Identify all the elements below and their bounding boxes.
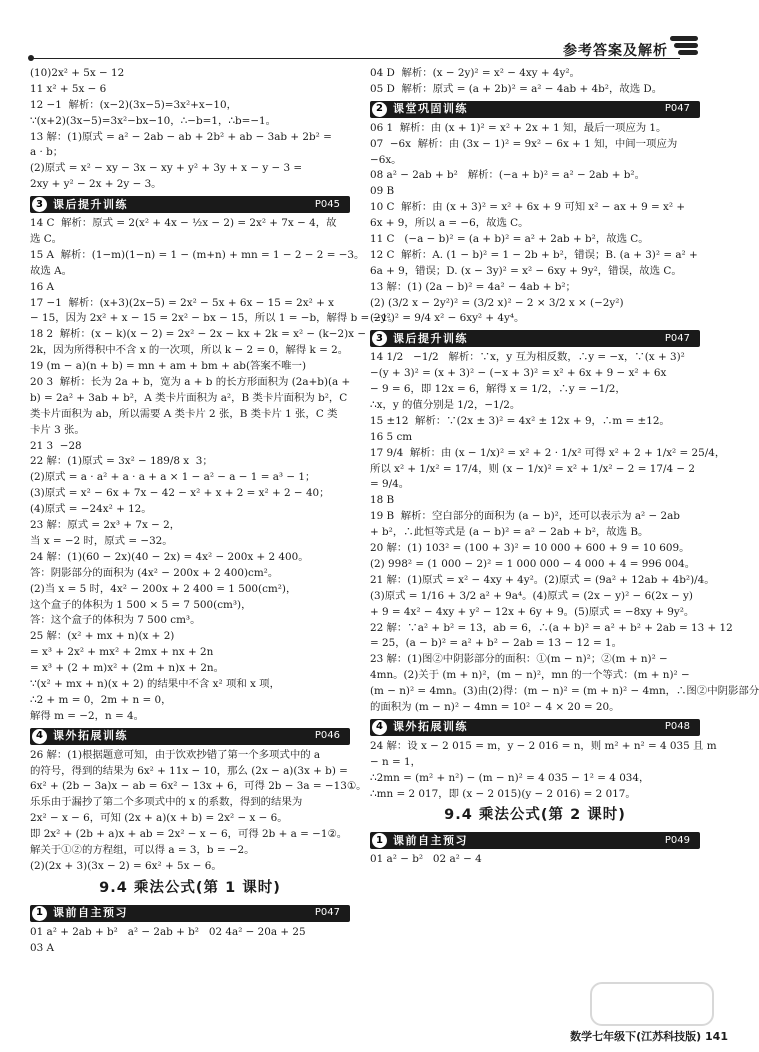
answer-line: 13 解：(1) (2a − b)² = 4a² − 4ab + b²； bbox=[370, 280, 576, 293]
footer-page-label: 数学七年级下(江苏科技版) 141 bbox=[570, 1030, 728, 1043]
answer-line: 15 ±12 解析：∵(2x ± 3)² = 4x² ± 12x + 9，∴m = ±12。 bbox=[370, 414, 670, 427]
answer-line: 23 解：(1)图②中阴影部分的面积：①(m − n)²；②(m + n)² − bbox=[370, 653, 668, 666]
answer-line: 09 B bbox=[370, 185, 395, 198]
answer-line: −6x。 bbox=[370, 153, 402, 166]
answer-line: ∴2 + m = 0，2m + n = 0， bbox=[30, 693, 172, 706]
answer-line: 07 −6x 解析：由 (3x − 1)² = 9x² − 6x + 1 知，中间一项应为 bbox=[370, 137, 678, 150]
section-bar bbox=[30, 905, 350, 922]
answer-line: (2) (3/2 x − 2y²)² = (3/2 x)² − 2 × 3/2 x × (−2y²) bbox=[370, 296, 624, 309]
answer-line: ∴2mn = (m² + n²) − (m − n)² = 4 035 − 1² = 4 034， bbox=[370, 771, 650, 784]
answer-line: 乐乐由于漏抄了第二个多项式中的 x 的系数，得到的结果为 bbox=[30, 796, 303, 809]
answer-line: (2y²)² = 9/4 x² − 6xy² + 4y⁴。 bbox=[370, 312, 525, 325]
section-bar bbox=[370, 832, 700, 849]
answer-line: 这个盒子的体积为 1 500 × 5 = 7 500(cm³)， bbox=[30, 598, 252, 611]
section-number-badge: 3 bbox=[32, 197, 47, 212]
answer-line: −(y + 3)² = (x + 3)² − (−x + 3)² = x² + 6x + 9 − x² + 6x bbox=[370, 367, 667, 380]
answer-line: − 9 = 6，即 12x = 6，解得 x = 1/2，∴y = −1/2， bbox=[370, 383, 626, 396]
answer-line: 19 (m − a)(n + b) = mn + am + bm + ab(答案不唯一) bbox=[30, 360, 307, 373]
right-column bbox=[370, 66, 759, 868]
answer-line: 2k，因为所得积中不含 x 的一次项，所以 k − 2 = 0，解得 k = 2。 bbox=[30, 344, 349, 357]
answer-line: 08 a² − 2ab + b² 解析：(−a + b)² = a² − 2ab + b²。 bbox=[370, 169, 645, 182]
answer-line: 24 解：(1)(60 − 2x)(40 − 2x) = 4x² − 200x + 2 400。 bbox=[30, 550, 309, 563]
answer-line: 16 A bbox=[30, 280, 55, 293]
answer-line: − 15，因为 2x² + x − 15 = 2x² − bx − 15，所以 1 = −b，解得 b = −1。 bbox=[30, 312, 399, 325]
answer-line: 22 解：(1)原式 = 3x² − 189/8 x 3； bbox=[30, 455, 213, 468]
answer-line: 26 解：(1)根据题意可知，由于饮欢抄错了第一个多项式中的 a bbox=[30, 748, 321, 761]
answer-line: 05 D 解析：原式 = (a + 2b)² = a² − 4ab + 4b²，故选 D。 bbox=[370, 82, 663, 95]
section-bar bbox=[30, 196, 350, 213]
answer-line: 01 a² − b² 02 a² − 4 bbox=[370, 853, 482, 866]
answer-line: (2)当 x = 5 时，4x² − 200x + 2 400 = 1 500(cm²)， bbox=[30, 582, 297, 595]
answer-line: 6x² + (2b − 3a)x − ab = 6x² − 13x + 6，可得 2b − 3a = −13①。 bbox=[30, 780, 367, 793]
answer-line: 13 解：(1)原式 = a² − 2ab − ab + 2b² + ab − 3ab + 2b² = bbox=[30, 130, 332, 143]
answer-line: 11 x² + 5x − 6 bbox=[30, 82, 107, 95]
answer-line: b) = 2a² + 3ab + b²，A 类卡片面积为 a²，B 类卡片面积为 b²，C bbox=[30, 391, 348, 404]
section-number-badge: 3 bbox=[372, 331, 387, 346]
answer-line: 17 −1 解析：(x+3)(2x−5) = 2x² − 5x + 6x − 15 = 2x² + x bbox=[30, 296, 334, 309]
lesson-title: 9.4 乘法公式(第 2 课时) bbox=[444, 807, 626, 824]
section-bar bbox=[370, 719, 700, 736]
answer-line: = x³ + 2x² + mx² + 2mx + nx + 2n bbox=[30, 646, 214, 659]
section-bar-page: P045 bbox=[314, 198, 340, 210]
answer-line: 的符号，得到的结果为 6x² + 11x − 10，那么 (2x − a)(3x + b) = bbox=[30, 764, 348, 777]
answer-line: 14 1/2 −1/2 解析：∵x，y 互为相反数，∴y = −x，∵(x + 3)² bbox=[370, 351, 685, 364]
answer-line: 21 解：(1)原式 = x² − 4xy + 4y²。(2)原式 = (9a² + 12ab + 4b²)/4。 bbox=[370, 573, 715, 586]
answer-line: 17 9/4 解析：由 (x − 1/x)² = x² + 2 · 1/x² 可得 x² + 2 + 1/x² = 25/4， bbox=[370, 446, 726, 459]
answer-line: (2)原式 = x² − xy − 3x − xy + y² + 3y + x − y − 3 = bbox=[30, 162, 303, 175]
answer-line: 答：阴影部分的面积为 (4x² − 200x + 2 400)cm²。 bbox=[30, 566, 279, 579]
answer-line: (3)原式 = x² − 6x + 7x − 42 − x² + x + 2 = x² + 2 − 40； bbox=[30, 487, 330, 500]
answer-line: 的面积为 (m − n)² − 4mn = 10² − 4 × 20 = 20。 bbox=[370, 700, 620, 713]
answer-line: 23 解：原式 = 2x³ + 7x − 2， bbox=[30, 519, 181, 532]
section-bar-title: 课前自主预习 bbox=[393, 833, 468, 847]
answer-line: 答：这个盒子的体积为 7 500 cm³。 bbox=[30, 614, 201, 627]
section-bar-title: 课前自主预习 bbox=[53, 906, 128, 920]
answer-line: a · b； bbox=[30, 146, 64, 159]
answer-line: 2x² − x − 6，可知 (2x + a)(x + b) = 2x² − x − 6。 bbox=[30, 812, 288, 825]
section-bar-title: 课外拓展训练 bbox=[393, 720, 468, 734]
answer-line: 20 解：(1) 103² = (100 + 3)² = 10 000 + 600 + 9 = 10 609。 bbox=[370, 542, 690, 555]
answer-line: 14 C 解析：原式 = 2(x² + 4x − ½x − 2) = 2x² + 7x − 4，故 bbox=[30, 217, 337, 230]
answer-line: 卡片 3 张。 bbox=[30, 423, 85, 436]
answer-line: 16 5 cm bbox=[370, 430, 413, 443]
answer-line: 19 B 解析：空白部分的面积为 (a − b)²，还可以表示为 a² − 2ab bbox=[370, 510, 680, 523]
answer-line: 当 x = −2 时，原式 = −32。 bbox=[30, 534, 173, 547]
lesson-title: 9.4 乘法公式(第 1 课时) bbox=[99, 879, 281, 896]
answer-line: 2xy + y² − 2x + 2y − 3。 bbox=[30, 178, 162, 191]
answer-line: (4)原式 = −24x² + 12。 bbox=[30, 503, 152, 516]
answer-line: 21 3 −28 bbox=[30, 439, 82, 452]
answer-line: ∴mn = 2 017，即 (x − 2 015)(y − 2 016) = 2 017。 bbox=[370, 787, 636, 800]
section-number-badge: 1 bbox=[372, 833, 387, 848]
answer-line: + b²，∴此恒等式是 (a − b)² = a² − 2ab + b²，故选 B。 bbox=[370, 526, 649, 539]
book-logo-icon bbox=[670, 36, 698, 62]
answer-line: 04 D 解析：(x − 2y)² = x² − 4xy + 4y²。 bbox=[370, 67, 580, 79]
answer-line: = 25，(a − b)² = a² + b² − 2ab = 13 − 12 = 1。 bbox=[370, 637, 623, 650]
section-number-badge: 4 bbox=[32, 729, 47, 744]
answer-line: 25 解：(x² + mx + n)(x + 2) bbox=[30, 630, 175, 643]
answer-line: 20 3 解析：长为 2a + b，宽为 a + b 的长方形面积为 (2a+b)(a + bbox=[30, 376, 351, 389]
answer-line: 06 1 解析：由 (x + 1)² = x² + 2x + 1 知，最后一项应为 1。 bbox=[370, 121, 667, 134]
answer-line: 4mn。(2)关于 (m + n)²，(m − n)²，mn 的一个等式：(m + n)² − bbox=[370, 669, 690, 682]
answer-line: 解关于①②的方程组，可以得 a = 3，b = −2。 bbox=[30, 843, 255, 856]
section-bar-page: P049 bbox=[664, 834, 690, 846]
answer-line: 选 C。 bbox=[30, 233, 63, 246]
section-bar-page: P047 bbox=[314, 907, 340, 919]
section-number-badge: 2 bbox=[372, 102, 387, 117]
answer-line: 类卡片面积为 ab，所以需要 A 类卡片 2 张，B 类卡片 1 张，C 类 bbox=[30, 407, 338, 420]
answer-line: 故选 A。 bbox=[30, 264, 72, 277]
answer-line: 12 −1 解析：(x−2)(3x−5)=3x²+x−10， bbox=[30, 98, 238, 111]
answer-line: (2)(2x + 3)(3x − 2) = 6x² + 5x − 6。 bbox=[30, 859, 222, 872]
answer-line: (2) 998² = (1 000 − 2)² = 1 000 000 − 4 000 + 4 = 996 004。 bbox=[370, 557, 696, 570]
answer-line: − n = 1， bbox=[370, 755, 422, 768]
answer-line: 6x + 9，所以 a = −6，故选 C。 bbox=[370, 217, 529, 230]
answer-line: ∴x，y 的值分别是 1/2，−1/2。 bbox=[370, 399, 521, 412]
answer-line: ∵(x² + mx + n)(x + 2) 的结果中不含 x² 项和 x 项， bbox=[30, 677, 280, 690]
answer-line: (m − n)² = 4mn。(3)由(2)得：(m − n)² = (m + n)² − 4mn，∴图②中阴影部分 bbox=[370, 685, 759, 698]
answer-line: = 9/4。 bbox=[370, 478, 410, 491]
answer-line: (2)原式 = a · a² + a · a + a × 1 − a² − a − 1 = a³ − 1； bbox=[30, 471, 316, 484]
section-number-badge: 4 bbox=[372, 720, 387, 735]
answer-line: (3)原式 = 1/16 + 3/2 a² + 9a⁴。(4)原式 = (2x − y)² − 6(2x − y) bbox=[370, 589, 693, 602]
section-bar bbox=[370, 330, 700, 347]
answer-line: 18 2 解析：(x − k)(x − 2) = 2x² − 2x − kx + 2k = x² − (k−2)x − bbox=[30, 328, 367, 341]
section-bar bbox=[370, 101, 700, 118]
section-bar-title: 课后提升训练 bbox=[393, 331, 468, 345]
answer-line: = x³ + (2 + m)x² + (2m + n)x + 2n。 bbox=[30, 662, 225, 675]
answer-line: 所以 x² + 1/x² = 17/4，则 (x − 1/x)² = x² + 1/x² − 2 = 17/4 − 2 bbox=[370, 462, 695, 475]
answer-line: 6a + 9，错误；D. (x − 3y)² = x² − 6xy + 9y²，错误，故选 C。 bbox=[370, 264, 682, 277]
answer-line: + 9 = 4x² − 4xy + y² − 12x + 6y + 9。(5)原式 = −8xy + 9y²。 bbox=[370, 605, 695, 618]
section-bar-page: P046 bbox=[314, 730, 340, 742]
header-title: 参考答案及解析 bbox=[563, 43, 668, 59]
answer-line: 01 a² + 2ab + b² a² − 2ab + b² 02 4a² − 20a + 25 bbox=[30, 925, 306, 938]
section-bar-title: 课后提升训练 bbox=[53, 197, 128, 211]
answer-line: 11 C (−a − b)² = (a + b)² = a² + 2ab + b²，故选 C。 bbox=[370, 233, 649, 246]
section-number-badge: 1 bbox=[32, 906, 47, 921]
answer-line: 18 B bbox=[370, 494, 395, 507]
answer-line: (10)2x² + 5x − 12 bbox=[30, 67, 125, 79]
section-bar-title: 课堂巩固训练 bbox=[393, 102, 468, 116]
answer-line: 10 C 解析：由 (x + 3)² = x² + 6x + 9 可知 x² − ax + 9 = x² + bbox=[370, 201, 686, 214]
answer-line: ∵(x+2)(3x−5)=3x²−bx−10，∴−b=1，∴b=−1。 bbox=[30, 114, 277, 127]
answer-line: 15 A 解析：(1−m)(1−n) = 1 − (m+n) + mn = 1 − 2 − 2 = −3。 bbox=[30, 248, 365, 261]
section-bar-page: P048 bbox=[664, 721, 690, 733]
answer-line: 24 解：设 x − 2 015 = m，y − 2 016 = n，则 m² + n² = 4 035 且 m bbox=[370, 739, 717, 752]
section-bar bbox=[30, 728, 350, 745]
section-bar-page: P047 bbox=[664, 332, 690, 344]
answer-line: 即 2x² + (2b + a)x + ab = 2x² − x − 6，可得 2b + a = −1②。 bbox=[30, 828, 348, 841]
section-bar-page: P047 bbox=[664, 103, 690, 115]
section-bar-title: 课外拓展训练 bbox=[53, 729, 128, 743]
answer-line: 03 A bbox=[30, 941, 55, 954]
answer-line: 解得 m = −2，n = 4。 bbox=[30, 709, 144, 722]
answer-line: 12 C 解析：A. (1 − b)² = 1 − 2b + b²，错误；B. (a + 3)² = a² + bbox=[370, 248, 698, 261]
answer-line: 22 解：∵a² + b² = 13，ab = 6，∴(a + b)² = a² + b² + 2ab = 13 + 12 bbox=[370, 621, 733, 634]
watermark-stamp-icon bbox=[590, 982, 714, 1026]
